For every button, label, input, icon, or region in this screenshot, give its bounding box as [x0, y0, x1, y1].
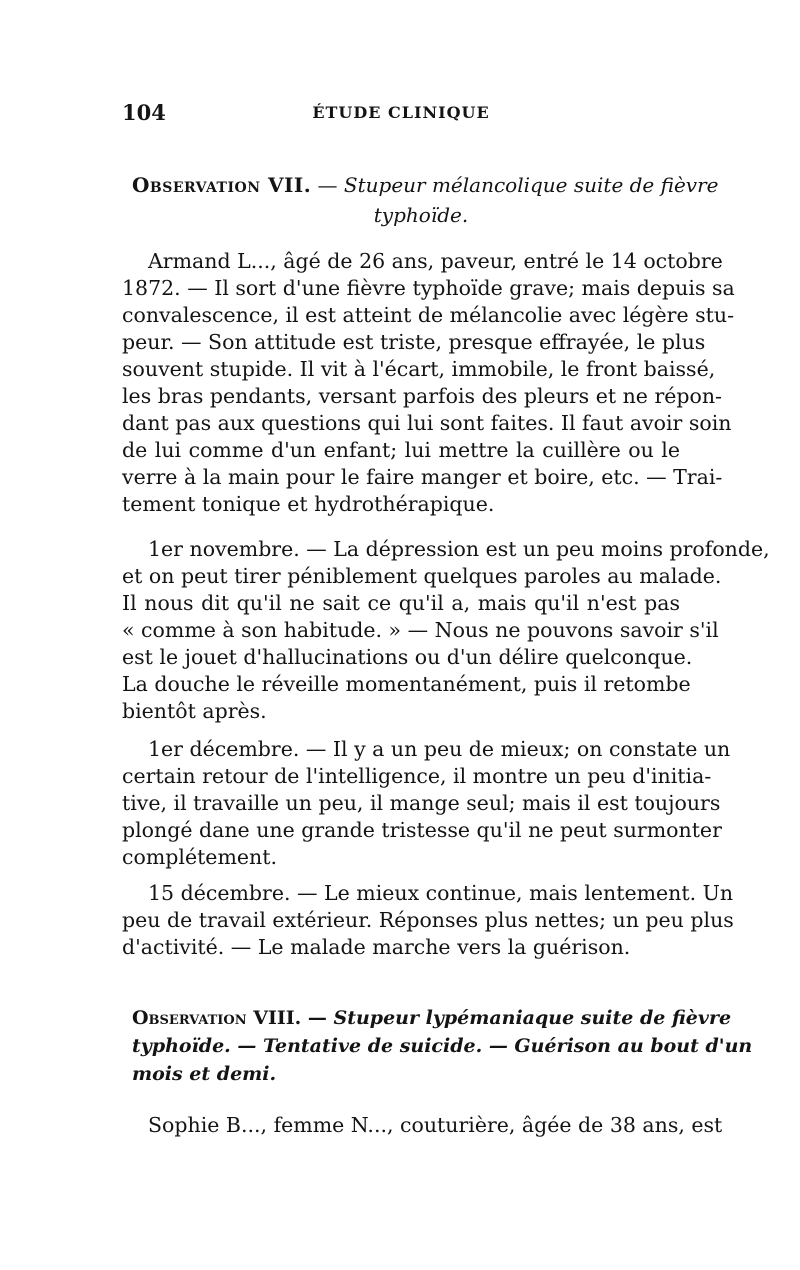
text-line: 15 décembre. — Le mieux continue, mais lentement. Un — [148, 881, 734, 905]
case-vii-intro — [122, 248, 735, 518]
text-line: les bras pendants, versant parfois des pleurs et ne répon- — [122, 384, 722, 408]
text-line: Armand L..., âgé de 26 ans, paveur, entré le 14 octobre — [148, 249, 723, 273]
text-line: 1er décembre. — Il y a un peu de mieux; on constate un — [148, 737, 731, 761]
text-line: convalescence, il est atteint de mélancolie avec légère stu- — [122, 303, 734, 327]
observation-vii-title-line2: typhoïde. — [373, 203, 469, 227]
text-line: Il nous dit qu'il ne sait ce qu'il a, mais qu'il n'est pas — [122, 591, 680, 615]
entry-december-1 — [122, 736, 731, 871]
heading-dash: — — [317, 173, 338, 197]
text-line: La douche le réveille momentanément, puis il retombe — [122, 672, 691, 696]
text-line: de lui comme d'un enfant; lui mettre la cuillère ou le — [122, 438, 680, 462]
page-header — [122, 100, 680, 130]
text-line: tement tonique et hydrothérapique. — [122, 492, 495, 516]
text-line: 1872. — Il sort d'une fièvre typhoïde grave; mais depuis sa — [122, 276, 735, 300]
observation-viii-title-line3: mois et demi. — [132, 1063, 277, 1085]
observation-vii-label: Observation VII. — [132, 173, 312, 197]
text-line: souvent stupide. Il vit à l'écart, immobile, le front baissé, — [122, 357, 716, 381]
entry-december-15 — [122, 880, 734, 961]
text-line: peu de travail extérieur. Réponses plus nettes; un peu plus — [122, 908, 734, 932]
page-number: 104 — [122, 100, 166, 125]
observation-vii-heading — [132, 170, 719, 230]
text-line: peur. — Son attitude est triste, presque effrayée, le plus — [122, 330, 706, 354]
text-line: « comme à son habitude. » — Nous ne pouvons savoir s'il — [122, 618, 719, 642]
text-line: 1er novembre. — La dépression est un peu moins profonde, — [148, 537, 770, 561]
entry-november-1 — [122, 536, 770, 725]
observation-vii-title-line1: Stupeur mélancolique suite de fièvre — [343, 173, 719, 197]
text-line: et on peut tirer péniblement quelques paroles au malade. — [122, 564, 722, 588]
text-line: est le jouet d'hallucinations ou d'un délire quelconque. — [122, 645, 693, 669]
observation-viii-heading — [132, 1004, 753, 1088]
text-line: bientôt après. — [122, 699, 267, 723]
text-line: verre à la main pour le faire manger et boire, etc. — Trai- — [122, 465, 723, 489]
text-line: complétement. — [122, 845, 277, 869]
case-viii-intro — [122, 1112, 723, 1139]
observation-viii-label: Observation VIII. — [132, 1007, 302, 1029]
observation-viii-title-line2: typhoïde. — Tentative de suicide. — Guérison au bout d'un — [132, 1035, 753, 1057]
text-line: Sophie B..., femme N..., couturière, âgée de 38 ans, est — [148, 1113, 723, 1137]
heading-dash: — — [307, 1007, 327, 1029]
text-line: certain retour de l'intelligence, il montre un peu d'initia- — [122, 764, 712, 788]
text-line: dant pas aux questions qui lui sont faites. Il faut avoir soin — [122, 411, 732, 435]
text-line: tive, il travaille un peu, il mange seul; mais il est toujours — [122, 791, 721, 815]
running-head: ÉTUDE CLINIQUE — [312, 103, 490, 122]
text-line: plongé dane une grande tristesse qu'il ne peut surmonter — [122, 818, 722, 842]
text-line: d'activité. — Le malade marche vers la guérison. — [122, 935, 631, 959]
observation-viii-title-line1: Stupeur lypémaniaque suite de fièvre — [333, 1007, 732, 1029]
